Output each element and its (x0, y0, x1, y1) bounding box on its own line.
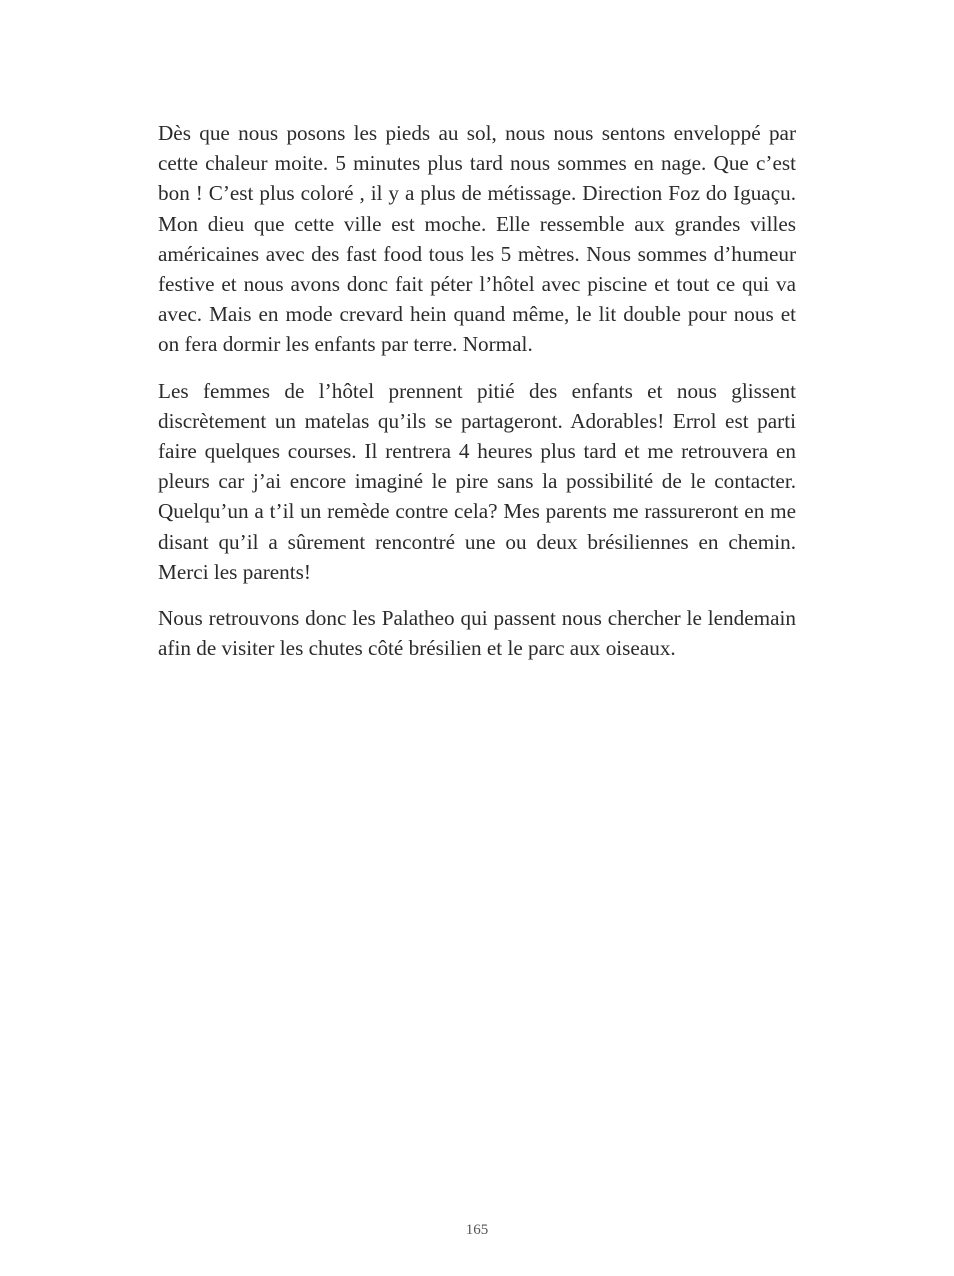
paragraph: Les femmes de l’hôtel prennent pitié des enfants et nous glissent discrètement un matelas qu’ils se partageront. Adorables! Errol est parti faire quelques courses. Il rentrera 4 heures plus tard et me retrouvera en pleurs car j’ai encore imaginé le pire sans la possibilité de le contacter. Quelqu’un a t’il un remède contre cela? Mes parents me rassureront en me disant qu’il a sûrement rencontré une ou deux brésiliennes en chemin. Merci les parents! (158, 378, 796, 584)
body-text (158, 118, 796, 679)
page-number: 165 (465, 1222, 489, 1238)
paragraph: Dès que nous posons les pieds au sol, nous nous sentons enveloppé par cette chaleur moite. 5 minutes plus tard nous sommes en nage. Que c’est bon ! C’est plus coloré , il y a plus de métissage. Direction Foz do Iguaçu. Mon dieu que cette ville est moche. Elle ressemble aux grandes villes américaines avec des fast food tous les 5 mètres. Nous sommes d’humeur festive et nous avons donc fait péter l’hôtel avec piscine et tout ce qui va avec. Mais en mode crevard hein quand même, le lit double pour nous et on fera dormir les enfants par terre. Normal. (158, 121, 796, 357)
paragraph: Nous retrouvons donc les Palatheo qui passent nous chercher le lendemain afin de visiter les chutes côté brésilien et le parc aux oiseaux. (158, 606, 796, 661)
